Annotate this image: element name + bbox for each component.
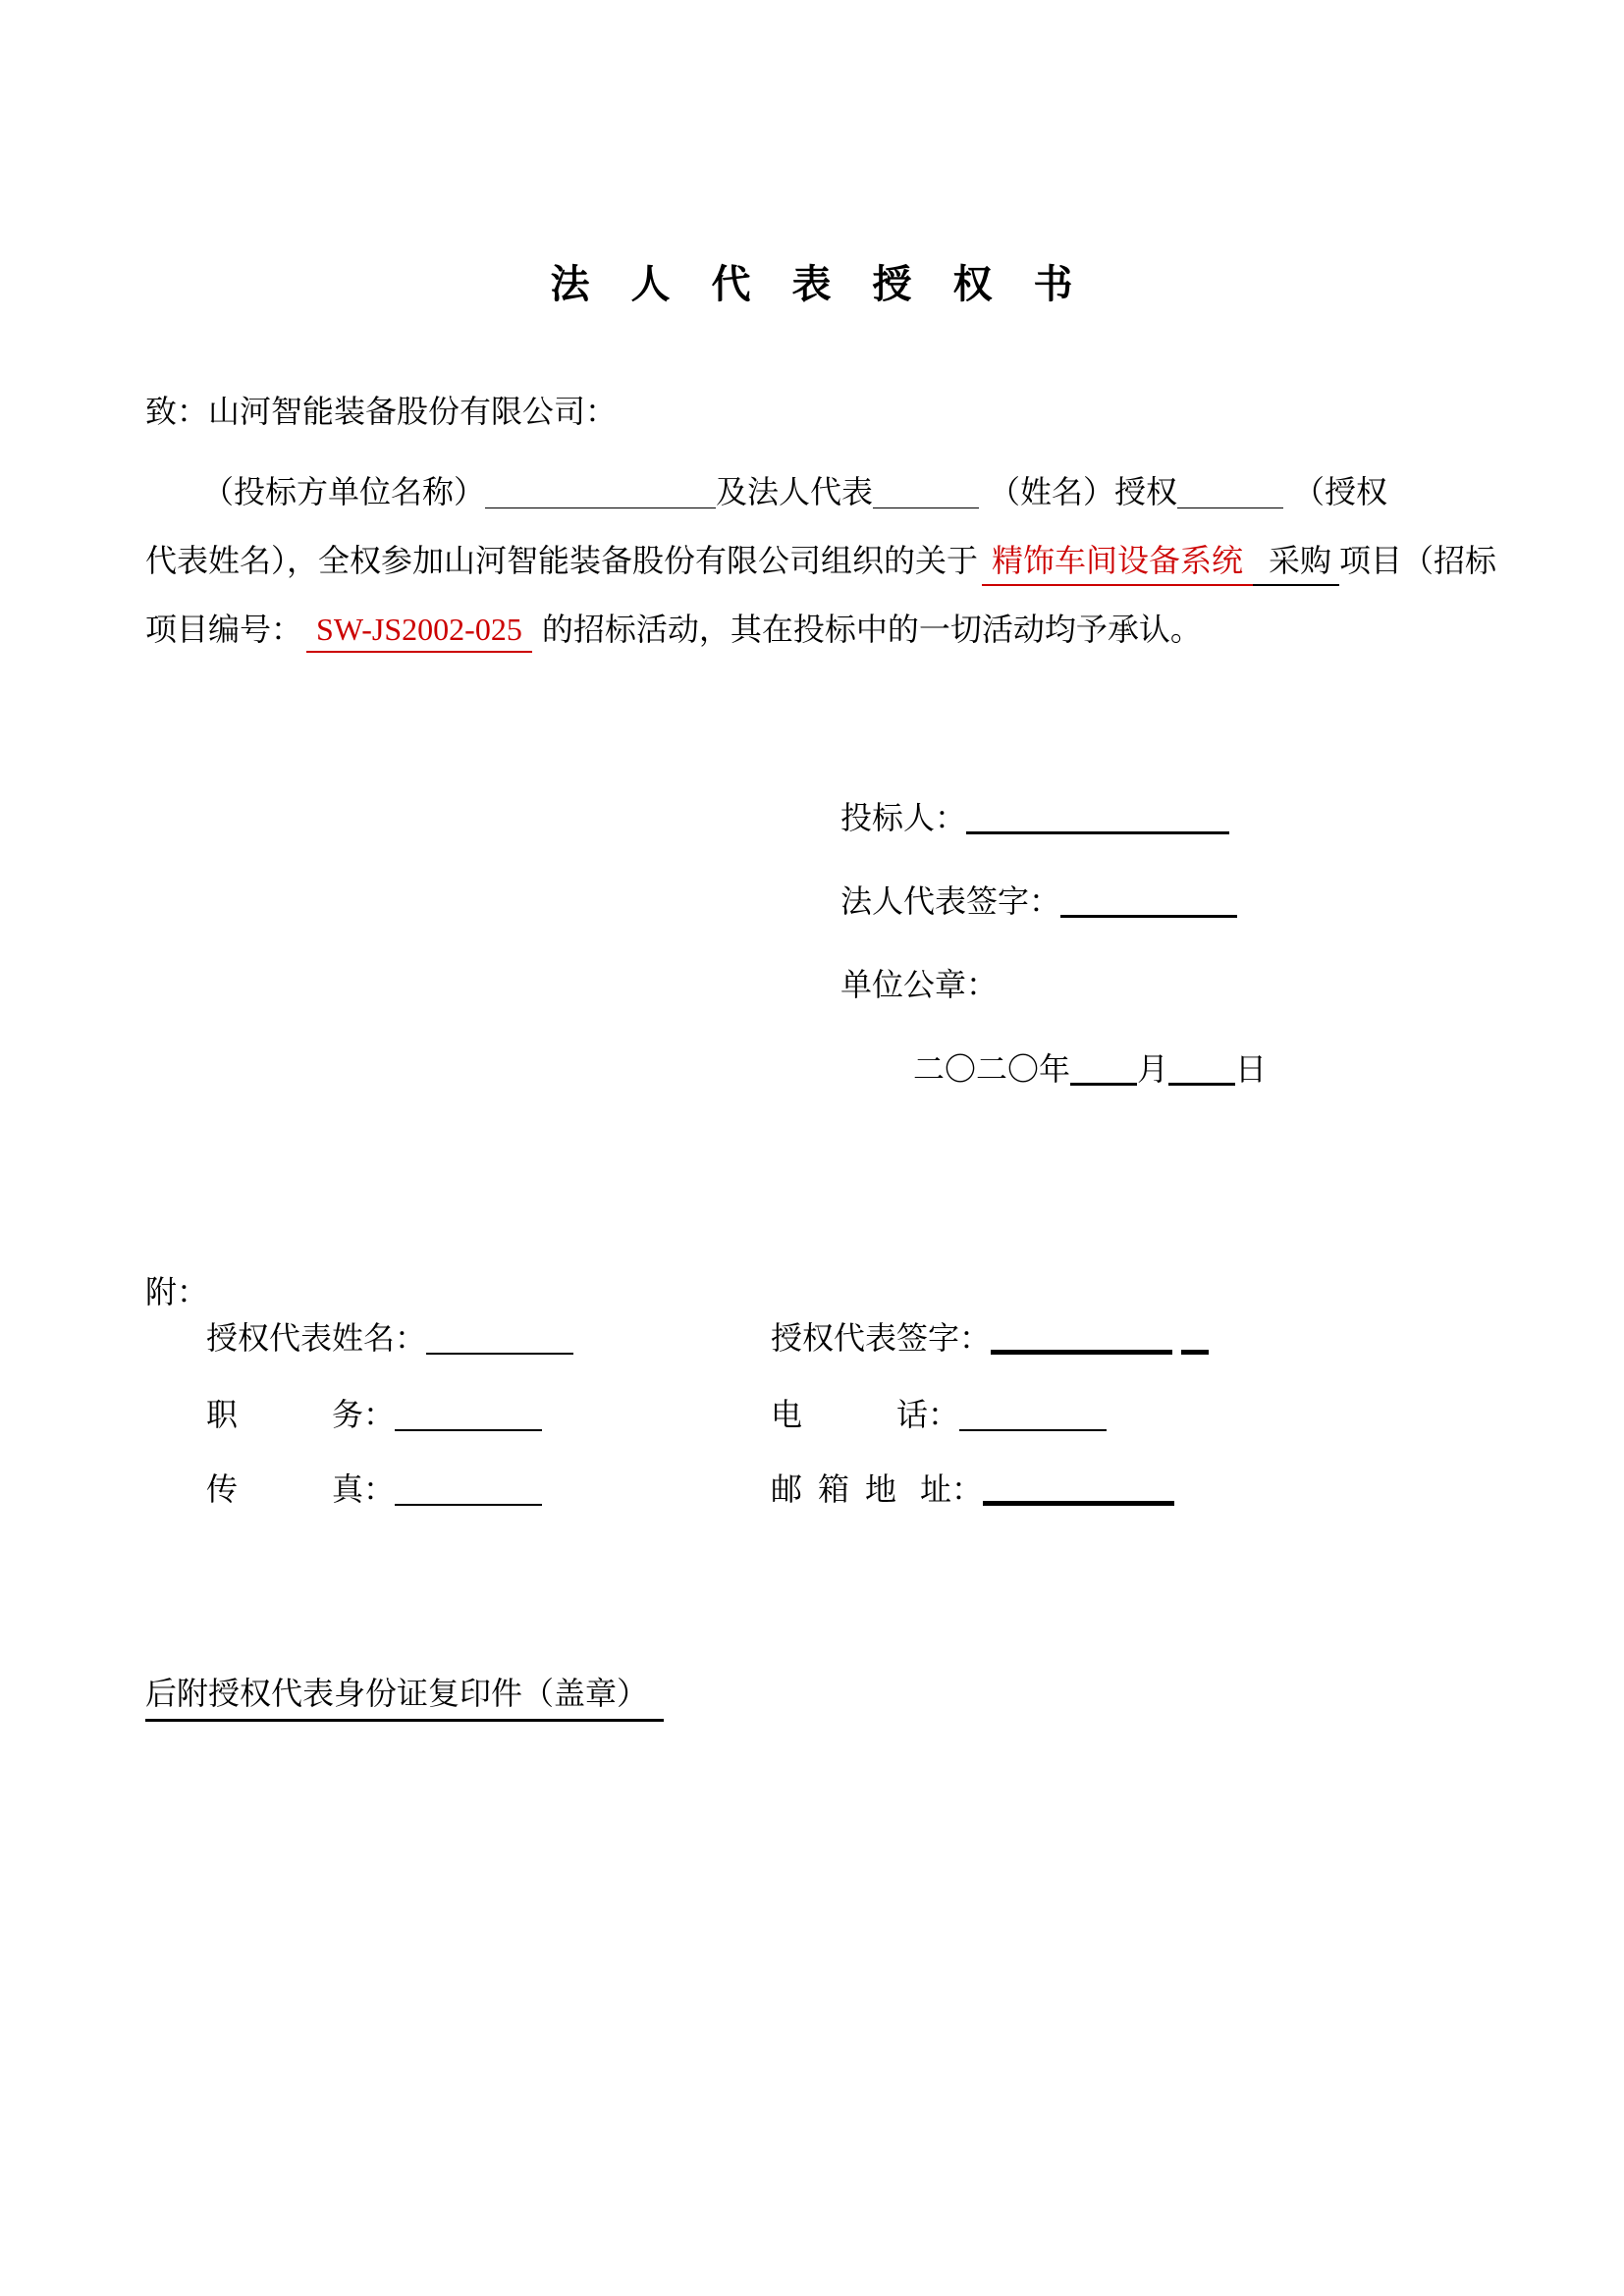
bidder-signature-blank xyxy=(966,800,1229,834)
auth-rep-sign-field xyxy=(771,1313,1209,1359)
auth-rep-name-blank xyxy=(426,1321,573,1355)
email-label: 邮 箱 地 址： xyxy=(771,1471,984,1507)
company-seal-label: 单位公章： xyxy=(840,967,999,1002)
bidder-unit-name-label: （投标方单位名称） xyxy=(202,474,486,509)
footer-note xyxy=(145,1669,664,1722)
position-field xyxy=(206,1390,542,1435)
project-paren-text: 项目（招标 xyxy=(1339,543,1497,578)
body-line-2 xyxy=(145,536,1520,586)
authorized-rep-name-blank xyxy=(1177,476,1283,508)
company-seal-row xyxy=(840,960,998,1005)
document-title: 法 人 代 表 授 权 书 xyxy=(550,262,1074,306)
bidder-unit-name-blank xyxy=(485,476,716,508)
auth-rep-sign-label: 授权代表签字： xyxy=(771,1320,992,1356)
email-field xyxy=(771,1465,1174,1510)
project-number-highlight: SW-JS2002-025 xyxy=(306,612,532,653)
body-line-1 xyxy=(145,467,1577,512)
date-day-blank xyxy=(1168,1051,1235,1086)
authorization-body-text: 代表姓名），全权参加山河智能装备股份有限公司组织的关于 xyxy=(145,543,979,578)
phone-label: 电 话： xyxy=(771,1397,960,1432)
date-line xyxy=(913,1044,1267,1090)
project-name-highlight: 精饰车间设备系统 xyxy=(982,536,1253,586)
attachment-heading: 附： xyxy=(145,1274,209,1309)
phone-blank xyxy=(959,1398,1107,1431)
legal-rep-intro-text: 及法人代表 xyxy=(716,474,874,509)
auth-rep-name-label: 授权代表姓名： xyxy=(206,1320,427,1356)
authorized-paren-text: （授权 xyxy=(1293,474,1388,509)
procurement-underlined-text: 采购 xyxy=(1253,536,1339,586)
name-authorize-text: （姓名）授权 xyxy=(989,474,1178,509)
bidder-signature-row xyxy=(840,793,1229,838)
fax-label: 传 真： xyxy=(206,1471,396,1507)
date-year-text: 二〇二〇年 xyxy=(913,1051,1071,1087)
phone-field xyxy=(771,1390,1107,1435)
fax-field xyxy=(206,1465,542,1510)
auth-rep-name-field xyxy=(206,1313,573,1359)
legal-rep-signature-row xyxy=(840,877,1237,922)
project-number-label: 项目编号： xyxy=(145,612,303,647)
fax-blank xyxy=(395,1472,542,1506)
footer-note-text: 后附授权代表身份证复印件（盖章） xyxy=(145,1669,664,1722)
bidder-label: 投标人： xyxy=(840,800,967,835)
bidding-activity-text: 的招标活动，其在投标中的一切活动均予承认。 xyxy=(541,612,1202,647)
date-month-text: 月 xyxy=(1137,1051,1169,1087)
date-month-blank xyxy=(1070,1051,1137,1086)
legal-rep-name-blank xyxy=(873,476,979,508)
legal-rep-signature-label: 法人代表签字： xyxy=(840,883,1061,919)
date-day-text: 日 xyxy=(1235,1051,1268,1087)
position-label: 职 务： xyxy=(206,1397,396,1432)
salutation-line: 致：山河智能装备股份有限公司： xyxy=(145,394,618,429)
position-blank xyxy=(395,1398,542,1431)
auth-rep-sign-blank-short xyxy=(1181,1318,1209,1355)
legal-rep-signature-blank xyxy=(1060,883,1237,918)
auth-rep-sign-blank xyxy=(991,1318,1172,1355)
body-line-3 xyxy=(145,605,1520,653)
email-blank xyxy=(983,1469,1174,1506)
